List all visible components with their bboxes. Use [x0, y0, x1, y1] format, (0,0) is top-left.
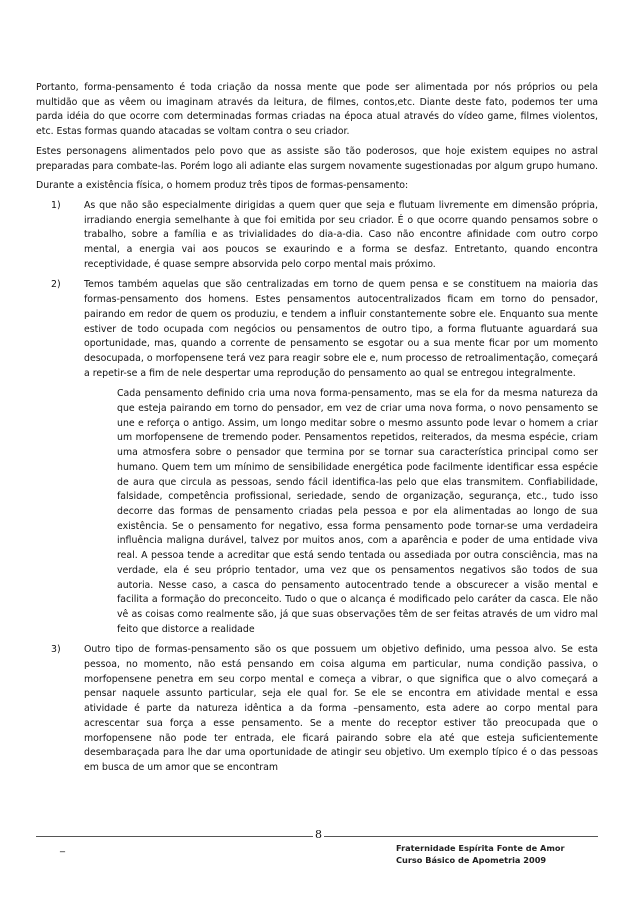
list-number: 3): [51, 644, 61, 656]
list-text: Cada pensamento definido cria uma nova forma-pensamento, mas se ela for da mesma natureza da que esteja pairando em torno do pensador, em vez de criar uma nova forma, o novo pensamento se une e reforça o antigo. Assim, um longo meditar sobre o mesmo assunto pode levar o homem a criar um morfopensene de tremendo poder. Pensamentos repetidos, reiterados, da mesma espécie, criam uma atmosfera sobre o pensador que termina por se tornar sua característica principal como ser humano. Quem tem um mínimo de sensibilidade energética pode facilmente identificar essa espécie de aura que circula as pessoas, sendo fácil identifica-las pelo que elas transmitem. Confiabilidade, falsidade, competência profissional, seriedade, sendo de organização, segurança, etc., tudo isso decorre das formas de pensamento criadas pela pessoa e por ela alimentadas ao longo de sua existência. Se o pensamento for negativo, essa forma pensamento pode tornar-se uma verdadeira influência maligna durável, talvez por muitos anos, com a aparência e poder de uma entidade viva real. A pessoa tende a acreditar que está sendo tentada ou assediada por outra consciência, mas na verdade, ela é seu próprio tentador, uma vez que os pensamentos negativos são todos de sua autoria. Nesse caso, a casca do pensamento autocentrado tende a obscurecer a visão mental e facilita a formação do preconceito. Tudo o que o alcança é modificado pelo caráter da casca. Ele não vê as coisas como realmente são, já que suas observações têm de ser feitas através de um vidro mal feito que distorce a realidade: [117, 388, 598, 635]
body-text: [36, 81, 598, 782]
paragraph-intro-2: Estes personagens alimentados pelo povo que as assiste são tão poderosos, que hoje existem equipes no astral preparadas para combate-las. Porém logo ali adiante elas surgem novamente sugestionadas por algum grupo humano.: [36, 145, 598, 172]
footer-organization: [396, 842, 576, 866]
list-text: Outro tipo de formas-pensamento são os que possuem um objetivo definido, uma pessoa alvo. Se esta pessoa, no momento, não está pensando em coisa alguma em particular, numa condição passiva, o morfopensene penetra em seu corpo mental e começa a vibrar, o que significa que o alvo começará a pensar naquele assunto particular, seja ele qual for. Se ele se encontra em atividade mental e essa atividade é parte da natureza idêntica a da forma –pensamento, esta adere ao corpo mental para acrescentar sua força a esse pensamento. Se a mente do receptor estiver tão preocupada que o morfopensene não pode ter entrada, ele ficará pairando sobre ela até que esteja suficientemente desembaraçada para lhe dar uma oportunidade de atingir seu objetivo. Um exemplo típico é o das pessoas em busca de um amor que se encontram: [84, 644, 598, 773]
list-number: 1): [51, 199, 61, 211]
paragraph-intro-3: Durante a existência física, o homem produz três tipos de formas-pensamento:: [36, 180, 409, 192]
footer-org-name: Fraternidade Espírita Fonte de Amor: [396, 843, 565, 853]
numbered-list: [36, 199, 598, 776]
page-number: 8: [315, 828, 322, 841]
list-item: [51, 199, 598, 273]
list-item-continuation: [84, 387, 598, 637]
list-text: Temos também aquelas que são centralizadas em torno de quem pensa e se constituem na maioria das formas-pensamento dos homens. Estes pensamentos autocentralizados ficam em torno do pensador, pairando em redor de quem os produziu, e tendem a influir constantemente sobre ele. Enquanto sua mente estiver de todo ocupada com negócios ou pensamentos de outro tipo, a forma flutuante aguardará sua oportunidade, mas, quando a corrente de pensamento se esgotar ou a sua mente ficar por um momento desocupada, o morfopensene terá vez para reagir sobre ele e, num processo de retroalimentação, começará a repetir-se a fim de nele despertar uma reprodução do pensamento ao qual se entregou integralmente.: [84, 279, 598, 379]
footer-course-name: Curso Básico de Apometria 2009: [396, 855, 547, 865]
list-number: 2): [51, 279, 61, 291]
list-item: [51, 643, 598, 775]
paragraph-intro-1: Portanto, forma-pensamento é toda criação da nossa mente que pode ser alimentada por nós próprios ou pela multidão que as vêem ou imaginam através da leitura, de filmes, contos,etc. Diante deste fato, podemos ter uma parda idéia do que ocorre com determinadas formas criadas na época atual através do vídeo game, filmes violentos, etc. Estas formas quando atacadas se voltam contra o seu criador.: [36, 82, 598, 138]
list-item: [51, 278, 598, 381]
footer-dash: _: [60, 842, 65, 853]
list-text: As que não são especialmente dirigidas a quem quer que seja e flutuam livremente em dimensão própria, irradiando energia semelhante à que foi emitida por seu criador. É o que ocorre quando pensamos sobre o trabalho, sobre a família e as trivialidades do dia-a-dia. Caso não encontre afinidade com outro corpo mental, a energia vai aos poucos se exaurindo e a forma se desfaz. Entretanto, quando encontra receptividade, é quase sempre absorvida pelo corpo mental mais próximo.: [84, 199, 598, 270]
